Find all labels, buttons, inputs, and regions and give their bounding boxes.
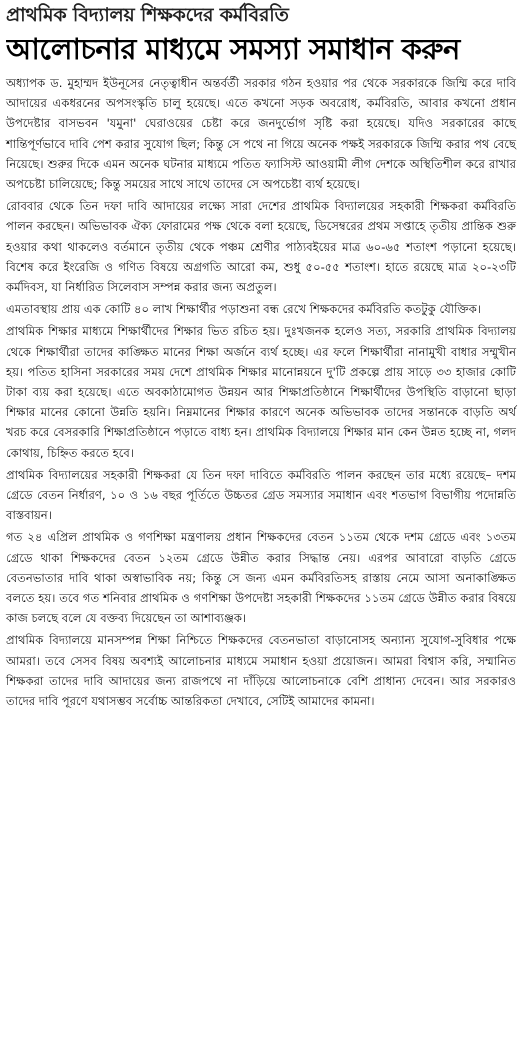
article-paragraph-3: এমতাবস্থায় প্রায় এক কোটি ৪০ লাখ শিক্ষার্থীর পড়াশুনা বন্ধ রেখে শিক্ষকদের কর্মবিরতি কতটুকু যৌক্তিক। (6, 302, 481, 317)
article-paragraph-5: প্রাথমিক বিদ্যালয়ের সহকারী শিক্ষকরা যে তিন দফা দাবিতে কর্মবিরতি পালন করছেন তার মধ্যে রয়েছে– দশম গ্রেডে বেতন নির্ধারণ, ১০ ও ১৬ বছর পূর্তিতে উচ্চতর গ্রেড সমস্যার সমাধান এবং শতভাগ বিভাগীয় পদোন্নতি বাস্তবায়ন। (6, 467, 516, 523)
article-paragraph-1: অধ্যাপক ড. মুহাম্মদ ইউনূসের নেতৃত্বাধীন অন্তর্বর্তী সরকার গঠন হওয়ার পর থেকে সরকারকে জিম্মি করে দাবি আদায়ের একধরনের অপসংস্কৃতি চালু হয়েছে। এতে কখনো সড়ক অবরোধ, কর্মবিরতি, আবার কখনো প্রধান উপদেষ্টার বাসভবন 'যমুনা' ঘেরাওয়ের চেষ্টা করে জনদুর্ভোগ সৃষ্টি করা হয়েছে। যদিও সরকারের কাছে শান্তিপূর্ণভাবে দাবি পেশ করার সুযোগ ছিল; কিন্তু সে পথে না গিয়ে অনেক পক্ষই সরকারকে জিম্মি করার পথ বেছে নিয়েছে। শুরুর দিকে এমন অনেক ঘটনার মাধ্যমে পতিত ফ্যাসিস্ট আওয়ামী লীগ দেশকে অস্থিতিশীল করে রাখার অপচেষ্টা চালিয়েছে; কিন্তু সময়ের সাথে সাথে তাদের সে অপচেষ্টা ব্যর্থ হয়েছে। (6, 76, 516, 192)
article-paragraph-4: প্রাথমিক শিক্ষার মাধ্যমে শিক্ষার্থীদের শিক্ষার ভিত রচিত হয়। দুঃখজনক হলেও সত্য, সরকারি প্রাথমিক বিদ্যালয় থেকে শিক্ষার্থীরা তাদের কাঙ্ক্ষিত মানের শিক্ষা অর্জনে ব্যর্থ হচ্ছে। এর ফলে শিক্ষার্থীরা নানামুখী বাধার সম্মুখীন হয়। পতিত হাসিনা সরকারের সময় দেশে প্রাথমিক শিক্ষার মানোন্নয়নে দু'টি প্রকল্পে প্রায় সাড়ে ৩৩ হাজার কোটি টাকা ব্যয় করা হয়েছে। এতে অবকাঠামোগত উন্নয়ন আর শিক্ষাপ্রতিষ্ঠানে শিক্ষার্থীদের উপস্থিতি বাড়ানো ছাড়া শিক্ষার মানের কোনো উন্নতি হয়নি। নিম্নমানের শিক্ষার কারণে অনেক অভিভাবক তাদের সন্তানকে বাড়তি অর্থ খরচ করে বেসরকারি শিক্ষাপ্রতিষ্ঠানে পড়াতে বাধ্য হন। প্রাথমিক বিদ্যালয়ে শিক্ষার মান কেন উন্নত হচ্ছে না, গলদ কোথায়, চিহ্নিত করতে হবে। (6, 324, 516, 460)
article-kicker: প্রাথমিক বিদ্যালয় শিক্ষকদের কর্মবিরতি (6, 4, 289, 26)
article-paragraph-6: গত ২৪ এপ্রিল প্রাথমিক ও গণশিক্ষা মন্ত্রণালয় প্রধান শিক্ষকদের বেতন ১১তম থেকে দশম গ্রেডে এবং ১৩তম গ্রেডে থাকা শিক্ষকদের বেতন ১২তম গ্রেডে উন্নীত করার সিদ্ধান্ত নেয়। এরপর আবারো বাড়তি গ্রেডে বেতনভাতার দাবি থাকা অস্বাভাবিক নয়; কিন্তু সে জন্য এমন কর্মবিরতিসহ রাস্তায় নেমে আসা অনাকাঙ্ক্ষিত বলতে হয়। তবে গত শনিবার প্রাথমিক ও গণশিক্ষা উপদেষ্টা সহকারী শিক্ষকদের ১১তম গ্রেডে উন্নীত করার বিষয়ে কাজ চলছে বলে যে বক্তব্য দিয়েছেন তা আশাব্যঞ্জক। (6, 530, 516, 626)
article-paragraph-7: প্রাথমিক বিদ্যালয়ে মানসম্পন্ন শিক্ষা নিশ্চিতে শিক্ষকদের বেতনভাতা বাড়ানোসহ অন্যান্য সুযোগ-সুবিধার পক্ষে আমরা। তবে সেসব বিষয় অবশ্যই আলোচনার মাধ্যমে সমাধান হওয়া প্রয়োজন। আমরা বিশ্বাস করি, সম্মানিত শিক্ষকরা তাদের দাবি আদায়ের জন্য রাজপথে না দাঁড়িয়ে আলোচনাকে বেশি প্রাধান্য দেবেন। আর সরকারও তাদের দাবি পূরণে যথাসম্ভব সর্বোচ্চ আন্তরিকতা দেখাবে, সেটিই আমাদের কামনা। (6, 633, 516, 709)
article-headline: আলোচনার মাধ্যমে সমস্যা সমাধান করুন (6, 32, 460, 66)
article-paragraph-2: রোববার থেকে তিন দফা দাবি আদায়ের লক্ষ্যে সারা দেশের প্রাথমিক বিদ্যালয়ের সহকারী শিক্ষকরা কর্মবিরতি পালন করছেন। অভিভাবক ঐক্য ফোরামের পক্ষ থেকে বলা হয়েছে, ডিসেম্বরের প্রথম সপ্তাহে তৃতীয় প্রান্তিক শুরু হওয়ার কথা থাকলেও বর্তমানে তৃতীয় থেকে পঞ্চম শ্রেণীর পাঠ্যবইয়ের মাত্র ৬০-৬৫ শতাংশ পড়ানো হয়েছে। বিশেষ করে ইংরেজি ও গণিত বিষয়ে অগ্রগতি আরো কম, শুধু ৫০-৫৫ শতাংশ। হাতে রয়েছে মাত্র ২০-২৩টি কর্মদিবস, যা নির্ধারিত সিলেবাস সম্পন্ন করার জন্য অপ্রতুল। (6, 199, 516, 295)
